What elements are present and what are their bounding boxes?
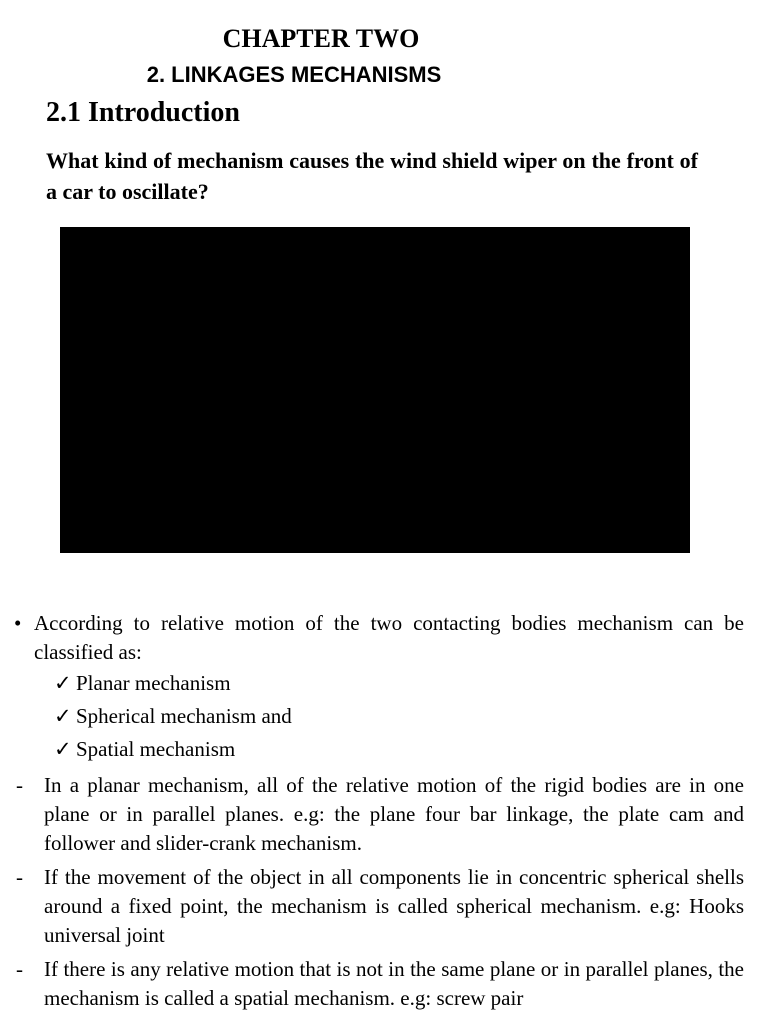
classification-intro: According to relative motion of the two contacting bodies mechanism can be classified as:	[34, 611, 744, 664]
chapter-title: CHAPTER TWO	[222, 24, 420, 53]
subsection-heading: 2.1 Introduction	[46, 97, 240, 128]
mechanism-type-list	[0, 667, 768, 766]
list-item-label: Spatial mechanism	[76, 737, 236, 761]
question-text: What kind of mechanism causes the wind shield wiper on the front of a car to oscillate?	[46, 148, 698, 204]
description-spatial: If there is any relative motion that is not in the same plane or in parallel planes, the mechanism is called a spatial mechanism. e.g: screw pair	[44, 957, 744, 1010]
checkmark-icon: ✓	[54, 671, 72, 695]
checkmark-icon: ✓	[54, 737, 72, 761]
description-spherical: If the movement of the object in all components lie in concentric spherical shells around a fixed point, the mechanism is called spherical mechanism. e.g: Hooks universal joint	[44, 865, 744, 947]
section-heading: 2. LINKAGES MECHANISMS	[146, 62, 442, 87]
description-planar: In a planar mechanism, all of the relative motion of the rigid bodies are in one plane or in parallel planes. e.g: the plane four bar linkage, the plate cam and follower and slider-crank mechanism.	[44, 773, 744, 855]
document-body	[0, 609, 768, 1013]
list-item-label: Planar mechanism	[76, 671, 231, 695]
dash-marker: -	[16, 865, 23, 889]
figure-image-placeholder	[60, 227, 690, 553]
dash-item	[0, 955, 768, 1013]
checkmark-icon: ✓	[54, 704, 72, 728]
bullet-item	[0, 609, 768, 667]
bullet-marker: •	[14, 611, 22, 635]
dash-marker: -	[16, 957, 23, 981]
dash-marker: -	[16, 773, 23, 797]
list-item	[0, 733, 768, 766]
list-item	[0, 700, 768, 733]
list-item-label: Spherical mechanism and	[76, 704, 292, 728]
list-item	[0, 667, 768, 700]
dash-item	[0, 771, 768, 858]
dash-item	[0, 863, 768, 950]
